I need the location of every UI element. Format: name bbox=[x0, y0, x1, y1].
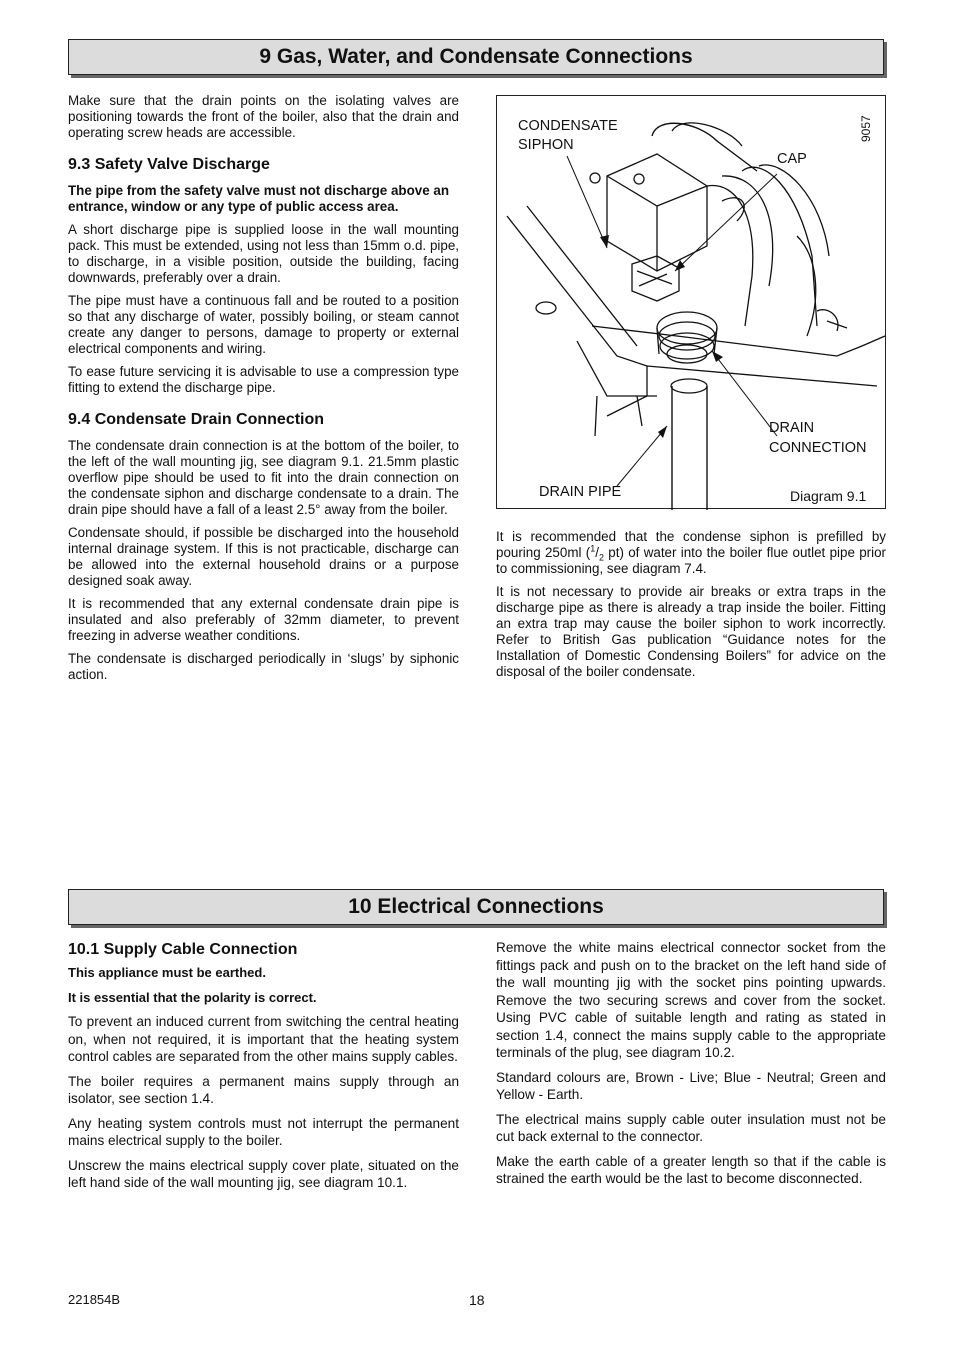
intro-paragraph: Make sure that the drain points on the isolating valves are positioning towards the front of the boiler, also that the drain and operating screw heads are accessible. bbox=[68, 93, 459, 140]
prefill-text-start: It is recommended that the condense siphon is prefilled by pouring 250ml ( bbox=[496, 529, 886, 560]
label-cap: CAP bbox=[777, 151, 807, 167]
prefill-text-end: pt) of water into the boiler flue outlet pipe prior to commissioning, see diagram 7.4. bbox=[496, 545, 886, 576]
safety-valve-paragraph-3: To ease future servicing it is advisable to use a compression type fitting to extend the discharge pipe. bbox=[68, 364, 459, 395]
prefill-paragraph bbox=[496, 529, 886, 577]
safety-valve-paragraph-1: A short discharge pipe is supplied loose in the wall mounting pack. This must be extended, using not less than 15mm o.d. pipe, to discharge, in a visible position, outside the building, facing downwards, preferably over a drain. bbox=[68, 222, 459, 285]
supply-cable-heading: 10.1 Supply Cable Connection bbox=[68, 941, 298, 958]
safety-valve-heading: 9.3 Safety Valve Discharge bbox=[68, 156, 270, 173]
section-10-left-column bbox=[68, 940, 459, 1199]
section-9-title bbox=[68, 39, 884, 75]
condensate-paragraph-3: It is recommended that any external condensate drain pipe is insulated and also preferably of 32mm diameter, to prevent freezing in adverse weather conditions. bbox=[68, 596, 459, 643]
document-number: 221854B bbox=[68, 1292, 121, 1307]
earthed-warning: This appliance must be earthed. bbox=[68, 965, 266, 980]
air-break-paragraph: It is not necessary to provide air breaks or extra traps in the discharge pipe as there is already a trap inside the boiler. Fitting an extra trap may cause the boiler siphon to work incorrectly. Refer to British Gas publication “Guidance notes for the Installation of Domestic Condensing Boilers” for advice on the disposal of the boiler condensate. bbox=[496, 584, 886, 679]
condensate-paragraph-2: Condensate should, if possible be discharged into the household internal drainage system. If this is not practicable, discharge can be allowed into the external household drains or a purpose designed soak away. bbox=[68, 525, 459, 588]
section-10-title bbox=[68, 889, 884, 925]
condensate-heading: 9.4 Condensate Drain Connection bbox=[68, 411, 325, 428]
insulation-paragraph: The electrical mains supply cable outer insulation must not be cut back external to the connector. bbox=[496, 1111, 886, 1144]
section-10-right-column bbox=[496, 939, 886, 1195]
condensate-paragraph-1: The condensate drain connection is at the bottom of the boiler, to the left of the wall mounting jig, see diagram 9.1. 21.5mm plastic overflow pipe should be used to fit into the drain connection on the condensate siphon and discharge condensate to a drain. The drain pipe should have a fall of a least 2.5° away from the boiler. bbox=[68, 438, 459, 517]
diagram-9-1 bbox=[496, 95, 886, 509]
condensate-paragraph-4: The condensate is discharged periodically in ‘slugs’ by siphonic action. bbox=[68, 651, 459, 682]
label-figure-reference: 9057 bbox=[859, 115, 873, 142]
colours-paragraph: Standard colours are, Brown - Live; Blue - Neutral; Green and Yellow - Earth. bbox=[496, 1069, 886, 1102]
fraction-denominator: 2 bbox=[598, 552, 604, 563]
supply-paragraph-4: Unscrew the mains electrical supply cover plate, situated on the left hand side of the wall mounting jig, see diagram 10.1. bbox=[68, 1157, 459, 1190]
earth-cable-paragraph: Make the earth cable of a greater length so that if the cable is strained the earth would be the last to become disconnected. bbox=[496, 1153, 886, 1186]
safety-valve-paragraph-2: The pipe must have a continuous fall and be routed to a position so that any discharge of water, possibly boiling, or steam cannot create any danger to persons, damage to property or external electrical components and wiring. bbox=[68, 293, 459, 356]
label-connection: CONNECTION bbox=[769, 440, 867, 456]
connector-paragraph: Remove the white mains electrical connector socket from the fittings pack and push on to the bracket on the left hand side of the wall mounting jig with the socket pins pointing upwards. Remove the two securing screws and cover from the socket. Using PVC cable of suitable length and rating as stated in section 1.4, connect the mains supply cable to the appropriate terminals of the plug, see diagram 10.2. bbox=[496, 940, 886, 1060]
supply-paragraph-3: Any heating system controls must not interrupt the permanent mains electrical supply to the boiler. bbox=[68, 1115, 459, 1148]
label-siphon: SIPHON bbox=[518, 137, 574, 153]
page-number: 18 bbox=[469, 1292, 485, 1308]
label-drain-pipe: DRAIN PIPE bbox=[539, 484, 622, 500]
section-9-left-column bbox=[68, 93, 459, 690]
label-drain: DRAIN bbox=[769, 420, 815, 436]
section-9-title-text: 9 Gas, Water, and Condensate Connections bbox=[259, 45, 693, 68]
polarity-warning: It is essential that the polarity is correct. bbox=[68, 989, 317, 1005]
section-10-title-text: 10 Electrical Connections bbox=[348, 895, 604, 918]
fraction-numerator: 1 bbox=[590, 543, 596, 554]
safety-valve-warning: The pipe from the safety valve must not discharge above an entrance, window or any type of public access area. bbox=[68, 183, 449, 214]
fraction-slash: / bbox=[595, 545, 599, 560]
supply-paragraph-2: The boiler requires a permanent mains supply through an isolator, see section 1.4. bbox=[68, 1073, 459, 1106]
section-9-right-column bbox=[496, 529, 886, 687]
supply-paragraph-1: To prevent an induced current from switching the central heating on, when not required, it is important that the heating system control cables are separated from the other mains supply cables. bbox=[68, 1014, 459, 1064]
label-condensate: CONDENSATE bbox=[518, 118, 618, 134]
diagram-caption: Diagram 9.1 bbox=[790, 488, 867, 504]
